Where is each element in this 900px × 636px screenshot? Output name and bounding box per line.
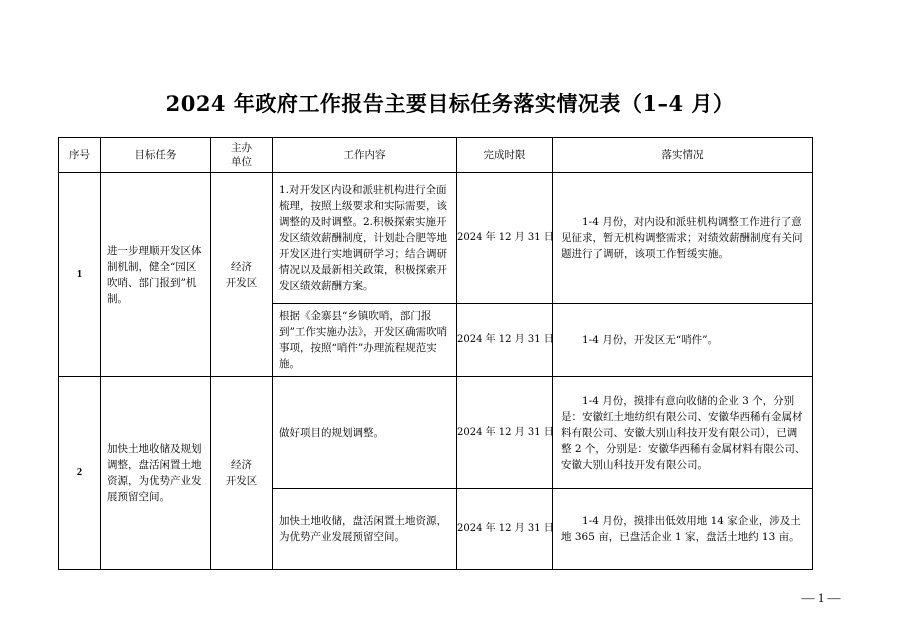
- task-table: [58, 137, 813, 570]
- table-header-row: [59, 138, 813, 173]
- header-dept-line1: 主办: [231, 142, 252, 154]
- row-number: 2: [59, 377, 101, 570]
- row-dept-line2: 开发区: [225, 276, 258, 289]
- header-dept-line2: 单位: [231, 156, 252, 168]
- row-deadline: 2024 年 12 月 31 日: [457, 173, 553, 304]
- row-dept-line1: 经济: [231, 260, 252, 273]
- row-number: 1: [59, 173, 101, 377]
- row-dept: [211, 377, 273, 570]
- row-content: 根据《金寨县“乡镇吹哨，部门报到”工作实施办法》，开发区确需吹哨事项，按照“哨件”办理流程规范实施。: [273, 304, 457, 377]
- row-dept-line2: 开发区: [225, 475, 258, 487]
- row-task: 进一步理顺开发区体制机制，健全“园区吹哨、部门报到”机制。: [101, 173, 211, 377]
- row-dept: [211, 173, 273, 377]
- header-status: 落实情况: [553, 138, 813, 173]
- row-task: 加快土地收储及规划调整，盘活闲置土地资源，为优势产业发展预留空间。: [101, 377, 211, 570]
- row-status: [553, 173, 813, 304]
- row-dept-line1: 经济: [231, 459, 252, 471]
- header-content: 工作内容: [273, 138, 457, 173]
- row-status: [553, 304, 813, 377]
- table-row: [59, 173, 813, 304]
- row-content: 做好项目的规划调整。: [273, 377, 457, 489]
- document-title: 2024 年政府工作报告主要目标任务落实情况表（1–4 月）: [165, 91, 735, 116]
- row-status-text: 1-4 月份，摸排有意向收储的企业 3 个，分别是：安徽红土地纺织有限公司、安徽华西稀有金属材料有限公司、安徽大别山科技开发有限公司），已调整 2 个，分别是：安徽华西稀有金属材料有限公司、安徽大别山科技开发有限公司。: [561, 394, 806, 471]
- row-content: 1.对开发区内设和派驻机构进行全面梳理，按照上级要求和实际需要，该调整的及时调整。2.积极探索实施开发区绩效薪酬制度，计划赴合肥等地开发区进行实地调研学习；结合调研情况以及最新相关政策，积极探索开发区绩效薪酬方案。: [273, 173, 457, 304]
- header-dept: [211, 138, 273, 173]
- row-deadline: 2024 年 12 月 31 日: [457, 377, 553, 489]
- header-deadline: 完成时限: [457, 138, 553, 173]
- row-deadline: 2024 年 12 月 31 日: [457, 489, 553, 570]
- row-status: [553, 489, 813, 570]
- row-status-text: 1-4 月份，摸排出低效用地 14 家企业，涉及土地 365 亩，已盘活企业 1 家，盘活土地约 13 亩。: [561, 515, 801, 543]
- row-status-text: 1-4 月份，开发区无“哨件”。: [582, 334, 718, 346]
- header-num: 序号: [59, 138, 101, 173]
- row-deadline: 2024 年 12 月 31 日: [457, 304, 553, 377]
- table-row: [59, 377, 813, 489]
- header-task: 目标任务: [101, 138, 211, 173]
- row-status: [553, 377, 813, 489]
- row-content: 加快土地收储，盘活闲置土地资源，为优势产业发展预留空间。: [273, 489, 457, 570]
- row-status-text: 1-4 月份，对内设和派驻机构调整工作进行了意见征求，暂无机构调整需求；对绩效薪酬制度有关问题进行了调研，该项工作暂缓实施。: [561, 216, 803, 260]
- page-number: — 1 —: [801, 590, 841, 605]
